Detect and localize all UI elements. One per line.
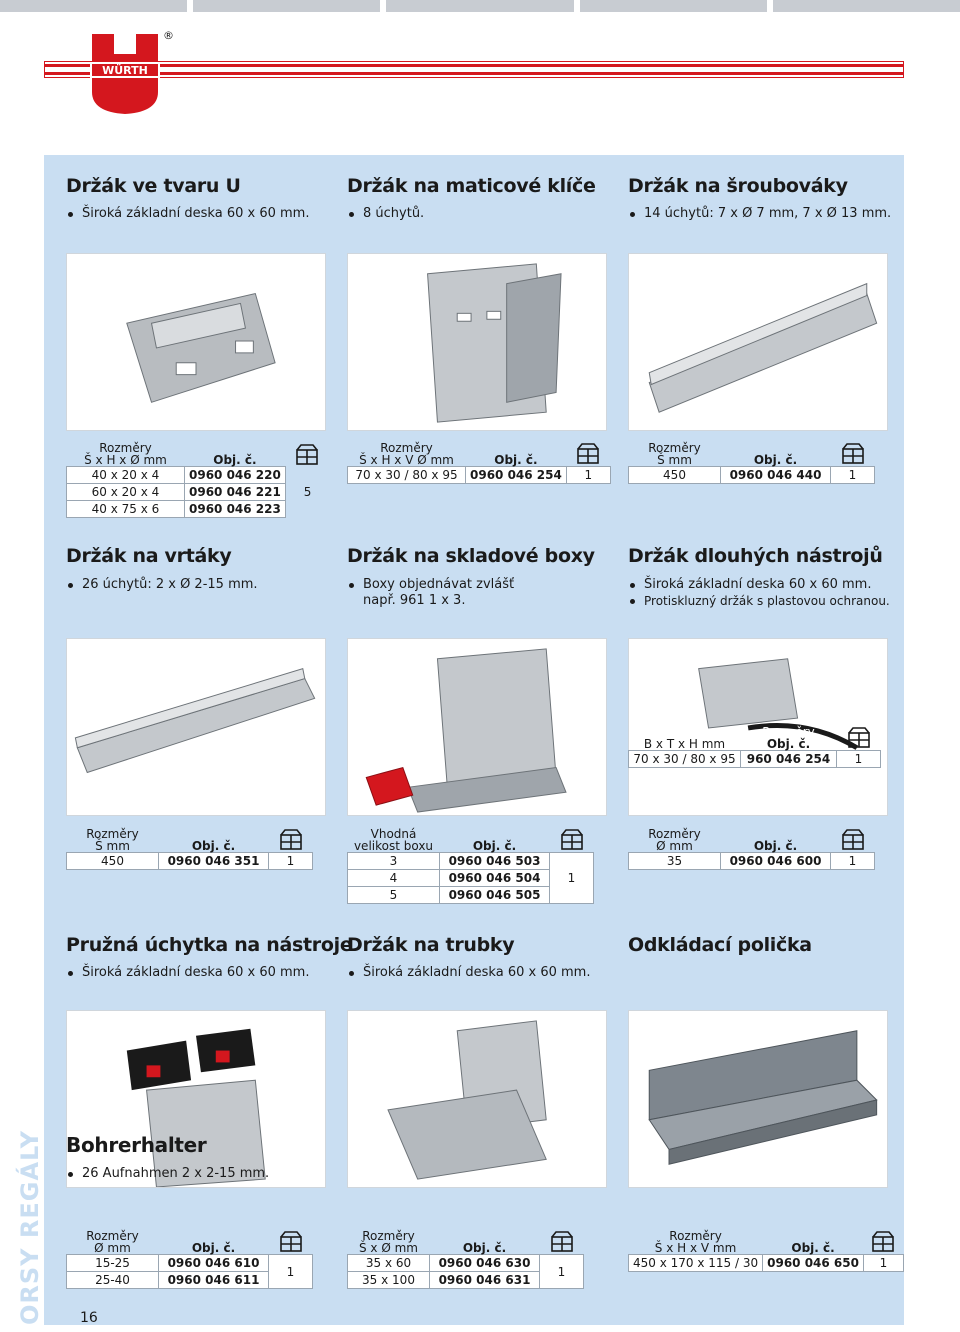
table-cell: 35 x 100 xyxy=(348,1272,430,1289)
product-photo-shelf xyxy=(628,1010,888,1188)
table-cell: 35 xyxy=(629,853,721,870)
table-cell: 5 xyxy=(348,887,440,904)
table-cell: 450 xyxy=(67,853,159,870)
column-sub-header: Š x Ø mm xyxy=(359,1241,418,1255)
wurth-logo xyxy=(44,30,204,116)
product-photo-spring-clip xyxy=(66,1010,326,1188)
bullet-text xyxy=(347,577,514,609)
column-header: Vhodná xyxy=(370,827,417,841)
spec-table xyxy=(66,1230,313,1289)
order-number: 0960 046 220 xyxy=(185,467,286,484)
column-sub-header: B x T x H mm xyxy=(643,737,726,751)
order-number: 960 046 254 xyxy=(741,751,837,768)
section-title: Držák na šroubováky xyxy=(628,175,848,197)
pack-quantity: 1 xyxy=(831,467,875,484)
column-sub-header: Š x H x V mm xyxy=(654,1241,737,1255)
table-cell: 70 x 30 / 80 x 95 xyxy=(629,751,741,768)
package-icon xyxy=(295,443,319,465)
bullet-text: 8 úchytů. xyxy=(347,206,424,222)
table-cell: 450 xyxy=(629,467,721,484)
package-icon xyxy=(847,726,871,748)
table-cell: 4 xyxy=(348,870,440,887)
table-cell: 70 x 30 / 80 x 95 xyxy=(348,467,466,484)
column-sub-header: Ø mm xyxy=(94,1241,131,1255)
pack-quantity: 1 xyxy=(550,853,594,904)
product-photo-screwdriver-holder xyxy=(628,253,888,431)
section-title: Držák na trubky xyxy=(347,934,515,956)
spec-table xyxy=(347,828,594,904)
product-photo-drill-holder xyxy=(66,638,326,816)
column-header: Obj. č. xyxy=(191,839,236,853)
pack-quantity: 1 xyxy=(269,1255,313,1289)
bullet-text: Široká základní deska 60 x 60 mm. xyxy=(347,965,590,981)
column-header: Rozměry xyxy=(362,1229,415,1243)
section-title: Odkládací polička xyxy=(628,934,812,956)
order-number: 0960 046 630 xyxy=(430,1255,540,1272)
column-sub-header: Ø mm xyxy=(656,839,693,853)
package-icon xyxy=(550,1230,574,1252)
section-title: Držák dlouhých nástrojů xyxy=(628,545,883,567)
pack-quantity: 1 xyxy=(269,853,313,870)
registered-mark: ® xyxy=(163,29,174,42)
section-title: Držák na vrtáky xyxy=(66,545,232,567)
table-cell: 3 xyxy=(348,853,440,870)
column-header: Rozměry xyxy=(86,1229,139,1243)
pack-quantity: 1 xyxy=(831,853,875,870)
order-number: 0960 046 631 xyxy=(430,1272,540,1289)
overlay-title: Bohrerhalter xyxy=(66,1133,207,1157)
spec-table xyxy=(347,1230,584,1289)
table-cell: 40 x 20 x 4 xyxy=(67,467,185,484)
column-sub-header: Š mm xyxy=(95,839,130,853)
column-header: Obj. č. xyxy=(791,1241,835,1255)
table-cell: 25-40 xyxy=(67,1272,159,1289)
column-header: Rozměry xyxy=(762,725,815,739)
section-title: Pružná úchytka na nástroje xyxy=(66,934,353,956)
pack-quantity: 1 xyxy=(837,751,881,768)
package-icon xyxy=(841,442,865,464)
section-title: Držák na skladové boxy xyxy=(347,545,595,567)
page-number: 16 xyxy=(80,1310,98,1326)
order-number: 0960 046 505 xyxy=(440,887,550,904)
product-photo-pipe-holder xyxy=(347,1010,607,1188)
column-header: Rozměry xyxy=(86,827,139,841)
bullet-text: 26 úchytů: 2 x Ø 2-15 mm. xyxy=(66,577,258,593)
column-header: Obj. č. xyxy=(494,453,538,467)
table-cell: 40 x 75 x 6 xyxy=(67,501,185,518)
overlay-bullet: 26 Aufnahmen 2 x 2-15 mm. xyxy=(66,1166,269,1182)
bullet-line: Boxy objednávat zvlášť xyxy=(363,577,515,592)
order-number: 0960 046 600 xyxy=(721,853,831,870)
bullet-line: např. 961 1 x 3. xyxy=(363,593,466,608)
package-icon xyxy=(279,828,303,850)
column-header: Obj. č. xyxy=(213,453,257,467)
pack-quantity: 5 xyxy=(303,485,312,499)
column-sub-header: Š x H x Ø mm xyxy=(84,453,167,467)
column-header: Rozměry xyxy=(380,441,433,455)
package-icon xyxy=(279,1230,303,1252)
column-header: Obj. č. xyxy=(462,1241,507,1255)
inset-spec-table xyxy=(628,726,881,768)
product-photo-u-holder xyxy=(66,253,326,431)
order-number: 0960 046 650 xyxy=(763,1255,864,1272)
bullet-text: Protiskluzný držák s plastovou ochranou. xyxy=(628,593,890,609)
column-header: Obj. č. xyxy=(753,453,798,467)
order-number: 0960 046 611 xyxy=(159,1272,269,1289)
table-cell: 35 x 60 xyxy=(348,1255,430,1272)
spec-table xyxy=(628,442,875,484)
spec-table xyxy=(628,828,875,870)
pack-quantity: 1 xyxy=(863,1255,903,1272)
spec-table xyxy=(628,1230,904,1272)
top-decor-stripes xyxy=(0,0,960,12)
column-header: Rozměry xyxy=(648,441,701,455)
spec-table xyxy=(66,442,329,518)
order-number: 0960 046 351 xyxy=(159,853,269,870)
column-header: Obj. č. xyxy=(766,737,811,751)
pack-quantity: 1 xyxy=(566,467,610,484)
package-icon xyxy=(871,1230,895,1252)
column-header: Obj. č. xyxy=(191,1241,236,1255)
order-number: 0960 046 503 xyxy=(440,853,550,870)
spec-table xyxy=(66,828,313,870)
bullet-text: 14 úchytů: 7 x Ø 7 mm, 7 x Ø 13 mm. xyxy=(628,206,891,222)
spec-table xyxy=(347,442,611,484)
table-cell: 450 x 170 x 115 / 30 xyxy=(629,1255,763,1272)
order-number: 0960 046 440 xyxy=(721,467,831,484)
bullet-text: Široká základní deska 60 x 60 mm. xyxy=(66,965,309,981)
package-icon xyxy=(576,442,600,464)
section-title: Držák na maticové klíče xyxy=(347,175,596,197)
pack-quantity: 1 xyxy=(540,1255,584,1289)
order-number: 0960 046 223 xyxy=(185,501,286,518)
table-cell: 60 x 20 x 4 xyxy=(67,484,185,501)
column-header: Rozměry xyxy=(99,441,152,455)
section-title: Držák ve tvaru U xyxy=(66,175,241,197)
bullet-text: Široká základní deska 60 x 60 mm. xyxy=(66,206,309,222)
table-cell: 15-25 xyxy=(67,1255,159,1272)
order-number: 0960 046 254 xyxy=(466,467,567,484)
column-sub-header: Š x H x V Ø mm xyxy=(359,453,454,467)
column-header: Rozměry xyxy=(648,827,701,841)
side-label xyxy=(8,1100,48,1330)
column-sub-header: Š mm xyxy=(657,453,692,467)
column-header: Obj. č. xyxy=(472,839,517,853)
product-photo-box-holder xyxy=(347,638,607,816)
svg-text:WÜRTH: WÜRTH xyxy=(102,64,148,77)
order-number: 0960 046 610 xyxy=(159,1255,269,1272)
package-icon xyxy=(560,828,584,850)
column-header: Rozměry xyxy=(669,1229,722,1243)
side-label-text: ORSY REGÁLY xyxy=(16,1130,44,1325)
bullet-text: Široká základní deska 60 x 60 mm. xyxy=(628,577,871,593)
package-icon xyxy=(841,828,865,850)
column-sub-header: velikost boxu xyxy=(353,839,434,853)
order-number: 0960 046 504 xyxy=(440,870,550,887)
column-header: Obj. č. xyxy=(753,839,798,853)
order-number: 0960 046 221 xyxy=(185,484,286,501)
product-photo-wrench-holder xyxy=(347,253,607,431)
